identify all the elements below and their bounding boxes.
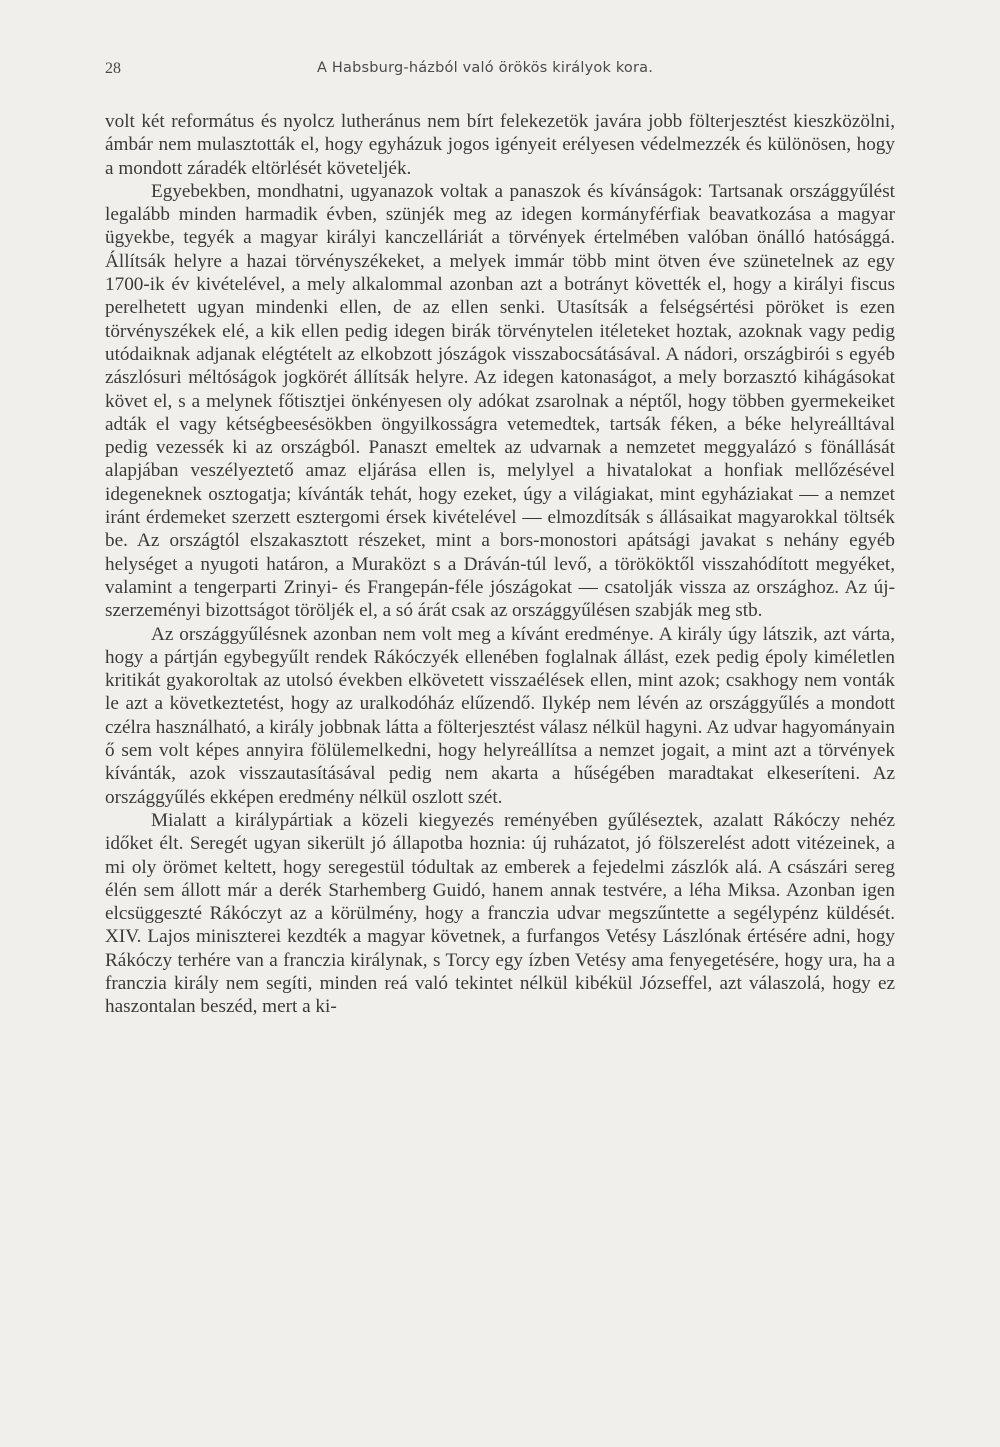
page-number: 28 [105,60,121,77]
paragraph: Az országgyűlésnek azonban nem volt meg a kívánt eredménye. A király úgy látszik, azt várta, hogy a pártján egybegyűlt rendek Rákóczyék ellenében foglalnak állást, ezek pedig époly kiméletlen kritikát gyakoroltak az utolsó években elkövetett visszaélések ellen, mint azok; csakhogy nem vonták le azt a következtetést, hogy az uralkodóház elűzendő. Ilykép nem lévén az országgyűlés a mondott czélra használható, a király jobbnak látta a fölterjesztést válasz nélkül hagyni. Az udvar hagyományain ő sem volt képes annyira fölülemelkedni, hogy helyreállítsa a nemzet jogait, a mint azt a törvények kívánták, azok visszautasításával pedig nem akarta a hűségében maradtakat elkeseríteni. Az országgyűlés ekképen eredmény nélkül oszlott szét. [105,623,895,808]
running-title: A Habsburg-házból való örökös királyok kora. [317,60,654,76]
paragraph: volt két református és nyolcz lutheránus nem bírt felekezetök javára jobb fölterjesztést kieszközölni, ámbár nem mulasztották el, hogy egyházuk jogos igényeit erélyesen védelmezzék és különösen, hogy a mondott záradék eltörlését követeljék. [105,111,895,179]
page-header [105,60,895,88]
paragraph: Mialatt a királypártiak a közeli kiegyezés reményében gyűléseztek, azalatt Rákóczy nehéz időket élt. Seregét ugyan sikerült jó állapotba hoznia: új ruházatot, jó fölszerelést adott vitézeinek, a mi oly örömet keltett, hogy seregestül tódultak az emberek a fejedelmi zászlók alá. A császári sereg élén sem állott már a derék Starhemberg Guidó, hanem annak testvére, a léha Miksa. Azonban igen elcsüggeszté Rákóczyt az a körülmény, hogy a franczia udvar megszűntette a segélypénz küldését. XIV. Lajos miniszterei kezdték a magyar követnek, a furfangos Vetésy Lászlónak értésére adni, hogy Rákóczy terhére van a franczia királynak, s Torcy egy ízben Vetésy ama fenyegetésére, hogy ura, ha a franczia király nem segíti, minden reá való tekintet nélkül kibékül Józseffel, azt válaszolá, hogy ez haszontalan beszéd, mert a ki- [105,809,895,1018]
body-text [105,110,895,1019]
paragraph: Egyebekben, mondhatni, ugyanazok voltak a panaszok és kívánságok: Tartsanak országgyűlést legalább minden harmadik évben, szünjék meg az idegen kormányférfiak beavatkozása a magyar ügyekbe, tegyék a magyar királyi kanczelláriát a törvények értelmében valóban önálló hatósággá. Állítsák helyre a hazai törvényszékeket, a melyek immár több mint ötven éve szünetelnek az egy 1700-ik év kivételével, a mely alkalommal azonban azt a botrányt követték el, hogy a királyi fiscus perelhetett ugyan mindenki ellen, de az ellen senki. Utasítsák a felségsértési pöröket is ezen törvényszékek elé, a kik ellen pedig idegen birák törvénytelen itéleteket hoztak, azoknak vagy pedig utódaiknak adjanak elégtételt az elkobzott jószágok visszabocsátásával. A nádori, országbirói s egyéb zászlósuri méltóságok jogkörét állítsák helyre. Az idegen katonaságot, a mely borzasztó kihágásokat követ el, s a melynek főtisztjei önkényesen oly adókat zsarolnak a néptől, hogy többen gyermekeiket adták el vagy kétségbeesésökben öngyilkosságra vetemedtek, tartsák féken, a béke helyreálltával pedig vezessék ki az országból. Panaszt emeltek az udvarnak a nemzetet meggyalázó s fönállását alapjában veszélyeztető amaz eljárása ellen is, melylyel a hivatalokat a honfiak mellőzésével idegeneknek osztogatja; kívánták tehát, hogy ezeket, úgy a világiakat, mint egyháziakat — a nemzet iránt érdemeket szerzett esztergomi érsek kivételével — elmozdítsák s állásaikat magyarokkal töltsék be. Az országtól elszakasztott részeket, mint a bors-monostori apátsági javakat s nehány egyéb helységet a nyugoti határon, a Muraközt s a Dráván-túl levő, a törököktől visszahódított megyéket, valamint a tengerparti Zrinyi- és Frangepán-féle jószágokat — csatolják vissza az országhoz. Az újszerzeményi bizottságot töröljék el, a só árát csak az országgyűlésen szabják meg stb. [105,180,895,622]
